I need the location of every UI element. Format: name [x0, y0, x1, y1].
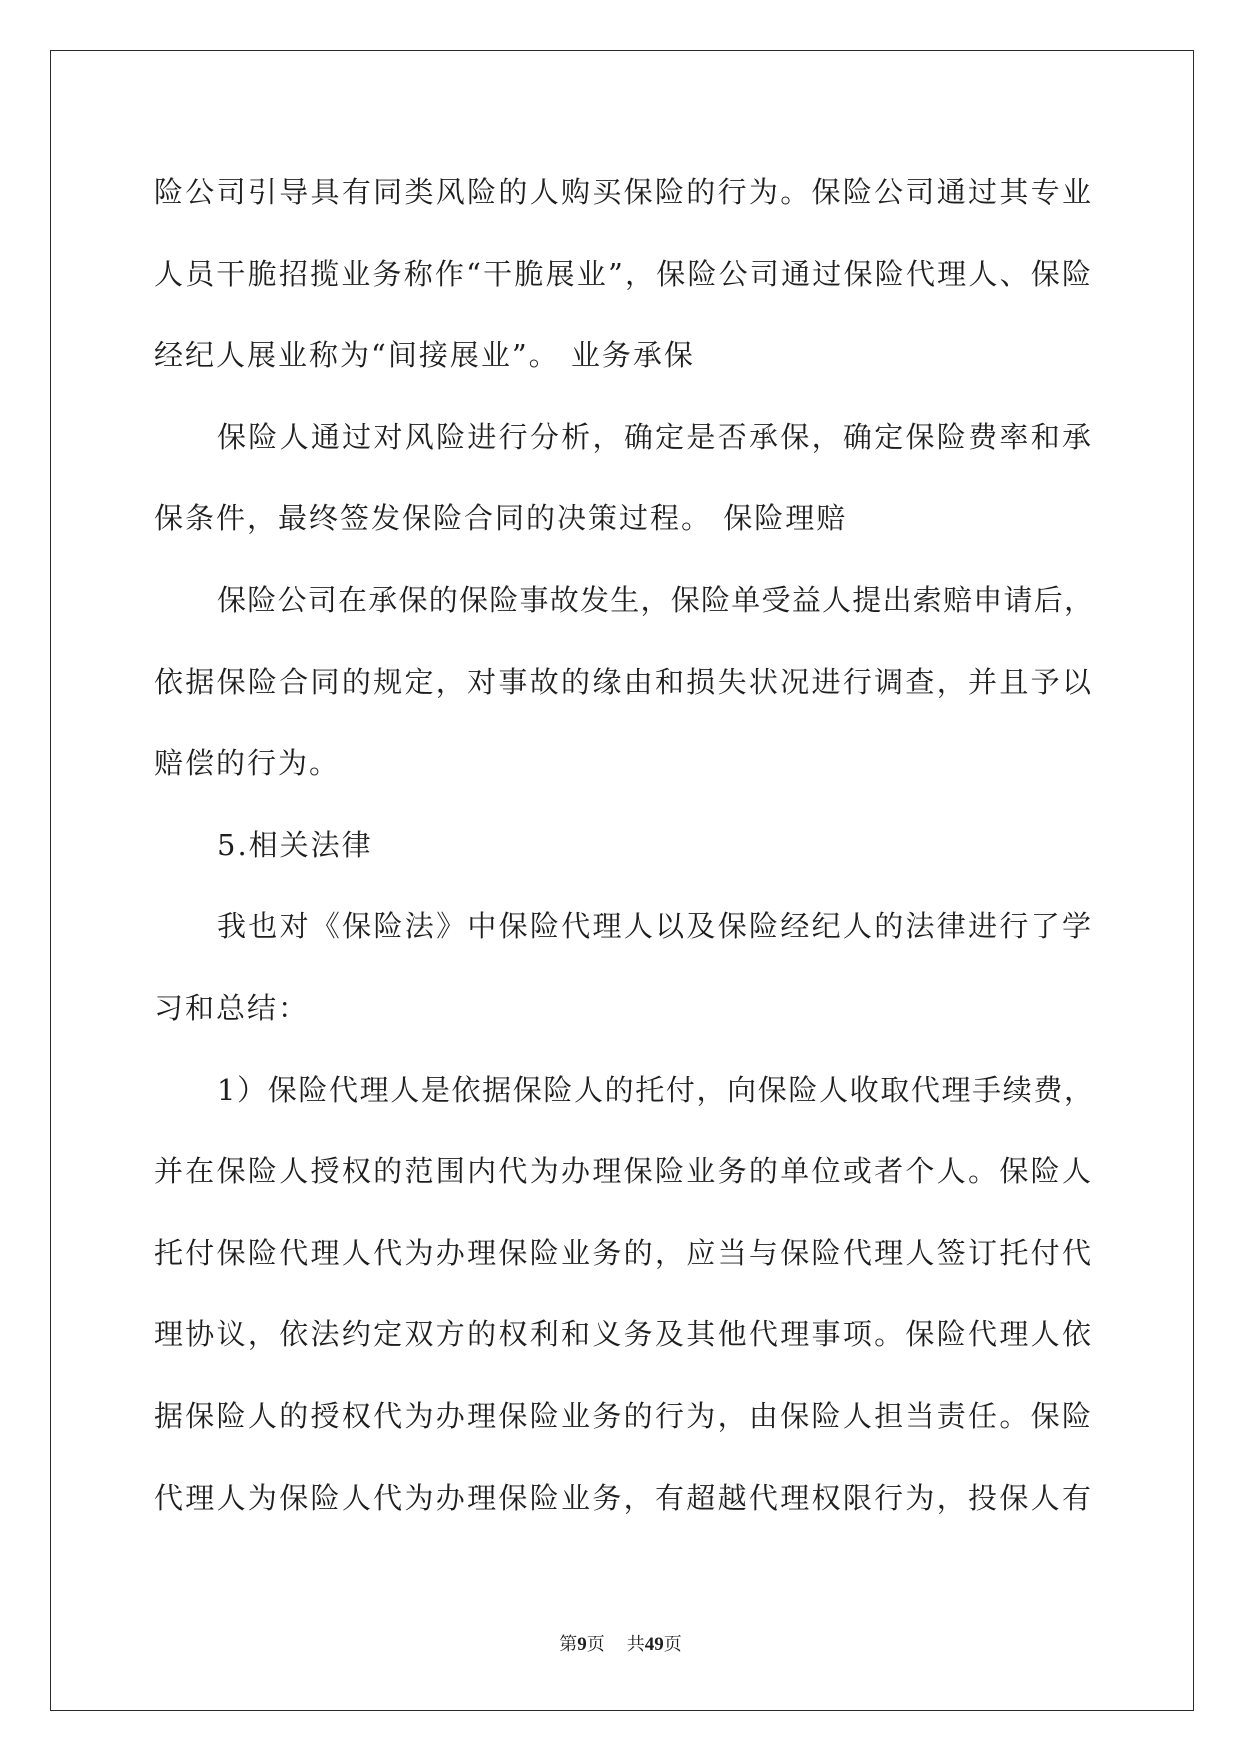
paragraph	[154, 152, 1093, 397]
total-pages: 49	[644, 1634, 664, 1655]
line-text: 托付保险代理人代为办理保险业务的，应当与保险代理人签订托付代	[154, 1235, 1093, 1270]
text-line	[154, 968, 1093, 1050]
line-text: 人员干脆招揽业务称作“干脆展业”，保险公司通过保险代理人、保险	[154, 256, 1093, 291]
text-line	[154, 478, 1093, 560]
line-text: 理协议，依法约定双方的权利和义务及其他代理事项。保险代理人依	[154, 1317, 1093, 1352]
text-line	[154, 1213, 1093, 1295]
text-line	[154, 1131, 1093, 1213]
total-pages-prefix: 共	[626, 1634, 645, 1655]
text-line	[154, 397, 1093, 479]
paragraph	[154, 1050, 1093, 1540]
text-line	[154, 1050, 1093, 1132]
page-footer	[0, 1633, 1241, 1657]
paragraph	[154, 560, 1093, 805]
line-text: 我也对《保险法》中保险代理人以及保险经纪人的法律进行了学	[217, 909, 1093, 944]
line-text: 据保险人的授权代为办理保险业务的行为，由保险人担当责任。保险	[154, 1398, 1093, 1433]
text-line	[154, 315, 1093, 397]
text-line	[154, 1294, 1093, 1376]
line-text: 5.相关法律	[217, 827, 373, 862]
line-text: 保险公司在承保的保险事故发生，保险单受益人提出索赔申请后，	[217, 582, 1093, 617]
line-text: 习和总结：	[154, 990, 310, 1025]
page-number-prefix: 第	[559, 1634, 578, 1655]
text-line	[154, 1376, 1093, 1458]
line-text: 代理人为保险人代为办理保险业务，有超越代理权限行为，投保人有	[154, 1480, 1093, 1515]
text-line	[154, 1458, 1093, 1540]
text-line	[154, 805, 1093, 887]
line-text: 经纪人展业称为“间接展业”。 业务承保	[154, 338, 695, 373]
document-body	[154, 152, 1093, 1539]
line-text: 并在保险人授权的范围内代为办理保险业务的单位或者个人。保险人	[154, 1154, 1093, 1189]
paragraph	[154, 397, 1093, 560]
line-text: 赔偿的行为。	[154, 746, 341, 781]
page-number-suffix: 页	[586, 1634, 605, 1655]
text-line	[154, 723, 1093, 805]
line-text: 保条件，最终签发保险合同的决策过程。 保险理赔	[154, 501, 848, 536]
paragraph	[154, 805, 1093, 887]
text-line	[154, 642, 1093, 724]
text-line	[154, 234, 1093, 316]
paragraph	[154, 886, 1093, 1049]
line-text: 险公司引导具有同类风险的人购买保险的行为。保险公司通过其专业	[154, 175, 1093, 209]
text-line	[154, 886, 1093, 968]
total-pages-suffix: 页	[663, 1634, 682, 1655]
page-number: 9	[577, 1634, 587, 1655]
line-text: 保险人通过对风险进行分析，确定是否承保，确定保险费率和承	[217, 419, 1093, 454]
line-text: 依据保险合同的规定，对事故的缘由和损失状况进行调查，并且予以	[154, 664, 1093, 699]
text-line	[154, 560, 1093, 642]
line-text: 1）保险代理人是依据保险人的托付，向保险人收取代理手续费，	[217, 1072, 1093, 1107]
text-line	[154, 152, 1093, 234]
